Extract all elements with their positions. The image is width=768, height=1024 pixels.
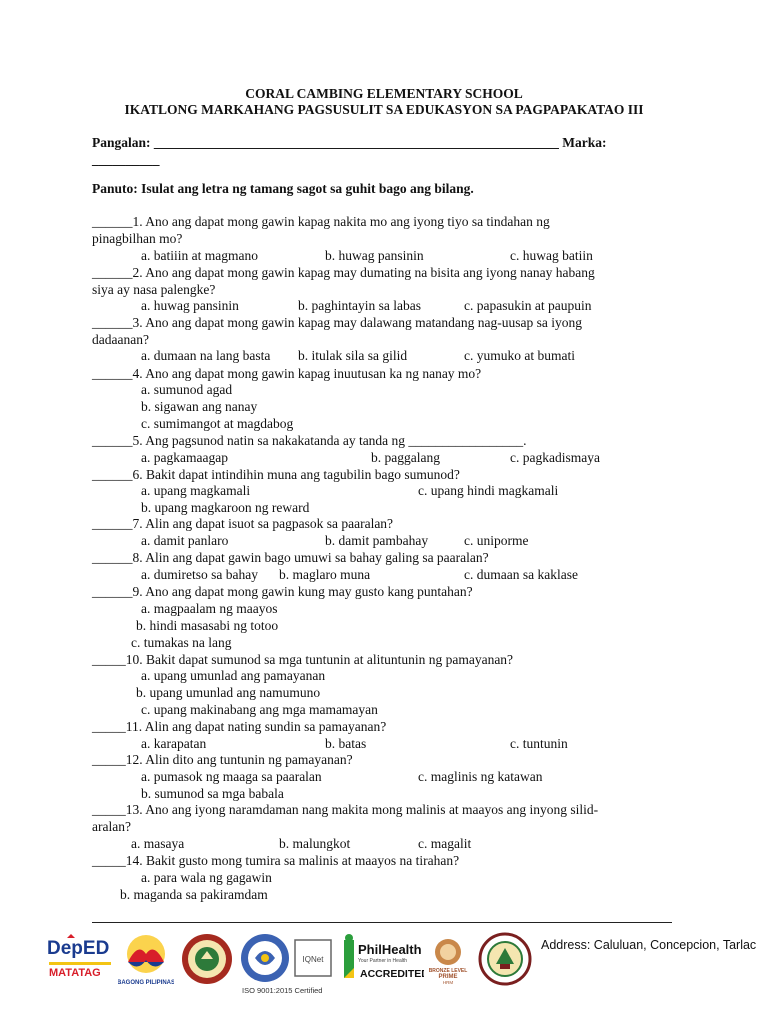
- choice-12c: c. maglinis ng katawan: [418, 769, 543, 784]
- question-14: _____14. Bakit gusto mong tumira sa malinis at maayos na tirahan?: [92, 853, 460, 868]
- choice-9c: c. tumakas na lang: [131, 635, 232, 650]
- question-11: _____11. Alin ang dapat nating sundin sa pamayanan?: [92, 719, 387, 734]
- school-address: Address: Caluluan, Concepcion, Tarlac: [541, 938, 757, 952]
- choice-4a: a. sumunod agad: [141, 382, 233, 397]
- question-13-continued: aralan?: [92, 819, 131, 834]
- choice-6c: c. upang hindi magkamali: [418, 483, 559, 498]
- question-1-continued: pinagbilhan mo?: [92, 231, 183, 246]
- choice-2b: b. paghintayin sa labas: [298, 298, 421, 313]
- question-7: ______7. Alin ang dapat isuot sa pagpasok sa paaralan?: [92, 516, 394, 531]
- question-13: _____13. Ano ang iyong naramdaman nang makita mong malinis at maayos ang inyong silid-: [92, 802, 599, 817]
- question-2: ______2. Ano ang dapat mong gawin kapag may dumating na bisita ang iyong nanay habang: [92, 265, 595, 280]
- choice-3c: c. yumuko at bumati: [464, 348, 575, 363]
- svg-text:ISO 9001:2015 Certified: ISO 9001:2015 Certified: [242, 986, 323, 995]
- school-seal-icon: [180, 932, 234, 986]
- choice-8b: b. maglaro muna: [279, 567, 371, 582]
- svg-text:PhilHealth: PhilHealth: [358, 942, 422, 957]
- svg-text:IQNet: IQNet: [302, 955, 324, 964]
- philhealth-accredited-logo: [342, 934, 424, 984]
- question-8: ______8. Alin ang dapat gawin bago umuwi sa bahay galing sa paaralan?: [92, 550, 489, 565]
- choice-11c: c. tuntunin: [510, 736, 568, 751]
- school-seal-2-icon: [239, 932, 291, 986]
- choice-1c: c. huwag batiin: [510, 248, 593, 263]
- choice-3b: b. itulak sila sa gilid: [298, 348, 408, 363]
- question-12: _____12. Alin dito ang tuntunin ng pamayanan?: [92, 752, 353, 767]
- choice-6b: b. upang magkaroon ng reward: [141, 500, 310, 515]
- choice-5b: b. paggalang: [371, 450, 440, 465]
- choice-2c: c. papasukin at paupuin: [464, 298, 592, 313]
- choice-6a: a. upang magkamali: [141, 483, 251, 498]
- svg-text:BRONZE LEVEL: BRONZE LEVEL: [428, 968, 468, 974]
- question-5: ______5. Ang pagsunod natin sa nakakatanda ay tanda ng _________________.: [92, 433, 527, 448]
- svg-text:HRM: HRM: [442, 980, 454, 985]
- bagong-pilipinas-logo: [118, 932, 174, 988]
- deped-matatag-logo: [45, 932, 115, 986]
- question-3-continued: dadaanan?: [92, 332, 149, 347]
- choice-7b: b. damit pambahay: [325, 533, 429, 548]
- choice-14b: b. maganda sa pakiramdam: [120, 887, 268, 902]
- choice-14a: a. para wala ng gagawin: [141, 870, 272, 885]
- svg-text:BAGONG PILIPINAS: BAGONG PILIPINAS: [118, 980, 174, 986]
- choice-7c: c. uniporme: [464, 533, 529, 548]
- coral-cambing-seal-icon: [478, 932, 532, 986]
- choice-13a: a. masaya: [131, 836, 185, 851]
- question-6: ______6. Bakit dapat intindihin muna ang tagubilin bago sumunod?: [92, 467, 460, 482]
- question-3: ______3. Ano ang dapat mong gawin kapag may dalawang matandang nag-uusap sa iyong: [92, 315, 583, 330]
- question-1: ______1. Ano ang dapat mong gawin kapag nakita mo ang iyong tiyo sa tindahan ng: [92, 214, 550, 229]
- school-name: CORAL CAMBING ELEMENTARY SCHOOL: [245, 86, 523, 101]
- iqnet-logo: [293, 936, 333, 980]
- choice-10b: b. upang umunlad ang namumuno: [136, 685, 321, 700]
- question-4: ______4. Ano ang dapat mong gawin kapag inuutusan ka ng nanay mo?: [92, 366, 482, 381]
- matatag-logo-text: MATATAG: [49, 967, 101, 979]
- choice-10c: c. upang makinabang ang mga mamamayan: [141, 702, 378, 717]
- deped-logo-text: DepED: [47, 938, 110, 959]
- name-and-score-line: Pangalan: ____________________________________________________________ Marka:: [92, 135, 607, 150]
- choice-1b: b. huwag pansinin: [325, 248, 424, 263]
- choice-2a: a. huwag pansinin: [141, 298, 239, 313]
- choice-11a: a. karapatan: [141, 736, 207, 751]
- choice-12b: b. sumunod sa mga babala: [141, 786, 284, 801]
- choice-9b: b. hindi masasabi ng totoo: [136, 618, 279, 633]
- choice-13c: c. magalit: [418, 836, 472, 851]
- choice-5a: a. pagkamaagap: [141, 450, 228, 465]
- choice-10a: a. upang umunlad ang pamayanan: [141, 668, 326, 683]
- choice-13b: b. malungkot: [279, 836, 351, 851]
- choice-11b: b. batas: [325, 736, 367, 751]
- choice-4c: c. sumimangot at magdabog: [141, 416, 294, 431]
- question-2-continued: siya ay nasa palengke?: [92, 282, 216, 297]
- instruction: Panuto: Isulat ang letra ng tamang sagot sa guhit bago ang bilang.: [92, 181, 474, 196]
- score-blank: __________: [92, 152, 160, 167]
- exam-title: IKATLONG MARKAHANG PAGSUSULIT SA EDUKASYON SA PAGPAPAKATAO III: [124, 102, 644, 117]
- choice-12a: a. pumasok ng maaga sa paaralan: [141, 769, 322, 784]
- choice-8a: a. dumiretso sa bahay: [141, 567, 258, 582]
- svg-text:ACCREDITED: ACCREDITED: [360, 968, 424, 980]
- prime-hrm-badge-icon: [428, 936, 468, 986]
- choice-4b: b. sigawan ang nanay: [141, 399, 258, 414]
- choice-9a: a. magpaalam ng maayos: [141, 601, 278, 616]
- choice-3a: a. dumaan na lang basta: [141, 348, 271, 363]
- svg-text:Your Partner in Health: Your Partner in Health: [358, 958, 408, 964]
- choice-7a: a. damit panlaro: [141, 533, 229, 548]
- choice-5c: c. pagkadismaya: [510, 450, 600, 465]
- question-10: _____10. Bakit dapat sumunod sa mga tuntunin at alituntunin ng pamayanan?: [92, 652, 514, 667]
- choice-1a: a. batiiin at magmano: [141, 248, 258, 263]
- svg-text:PRIME: PRIME: [438, 974, 458, 980]
- choice-8c: c. dumaan sa kaklase: [464, 567, 578, 582]
- footer-divider: [92, 922, 672, 923]
- question-9: ______9. Ano ang dapat mong gawin kung may gusto kang puntahan?: [92, 584, 473, 599]
- iso-caption: [242, 982, 338, 995]
